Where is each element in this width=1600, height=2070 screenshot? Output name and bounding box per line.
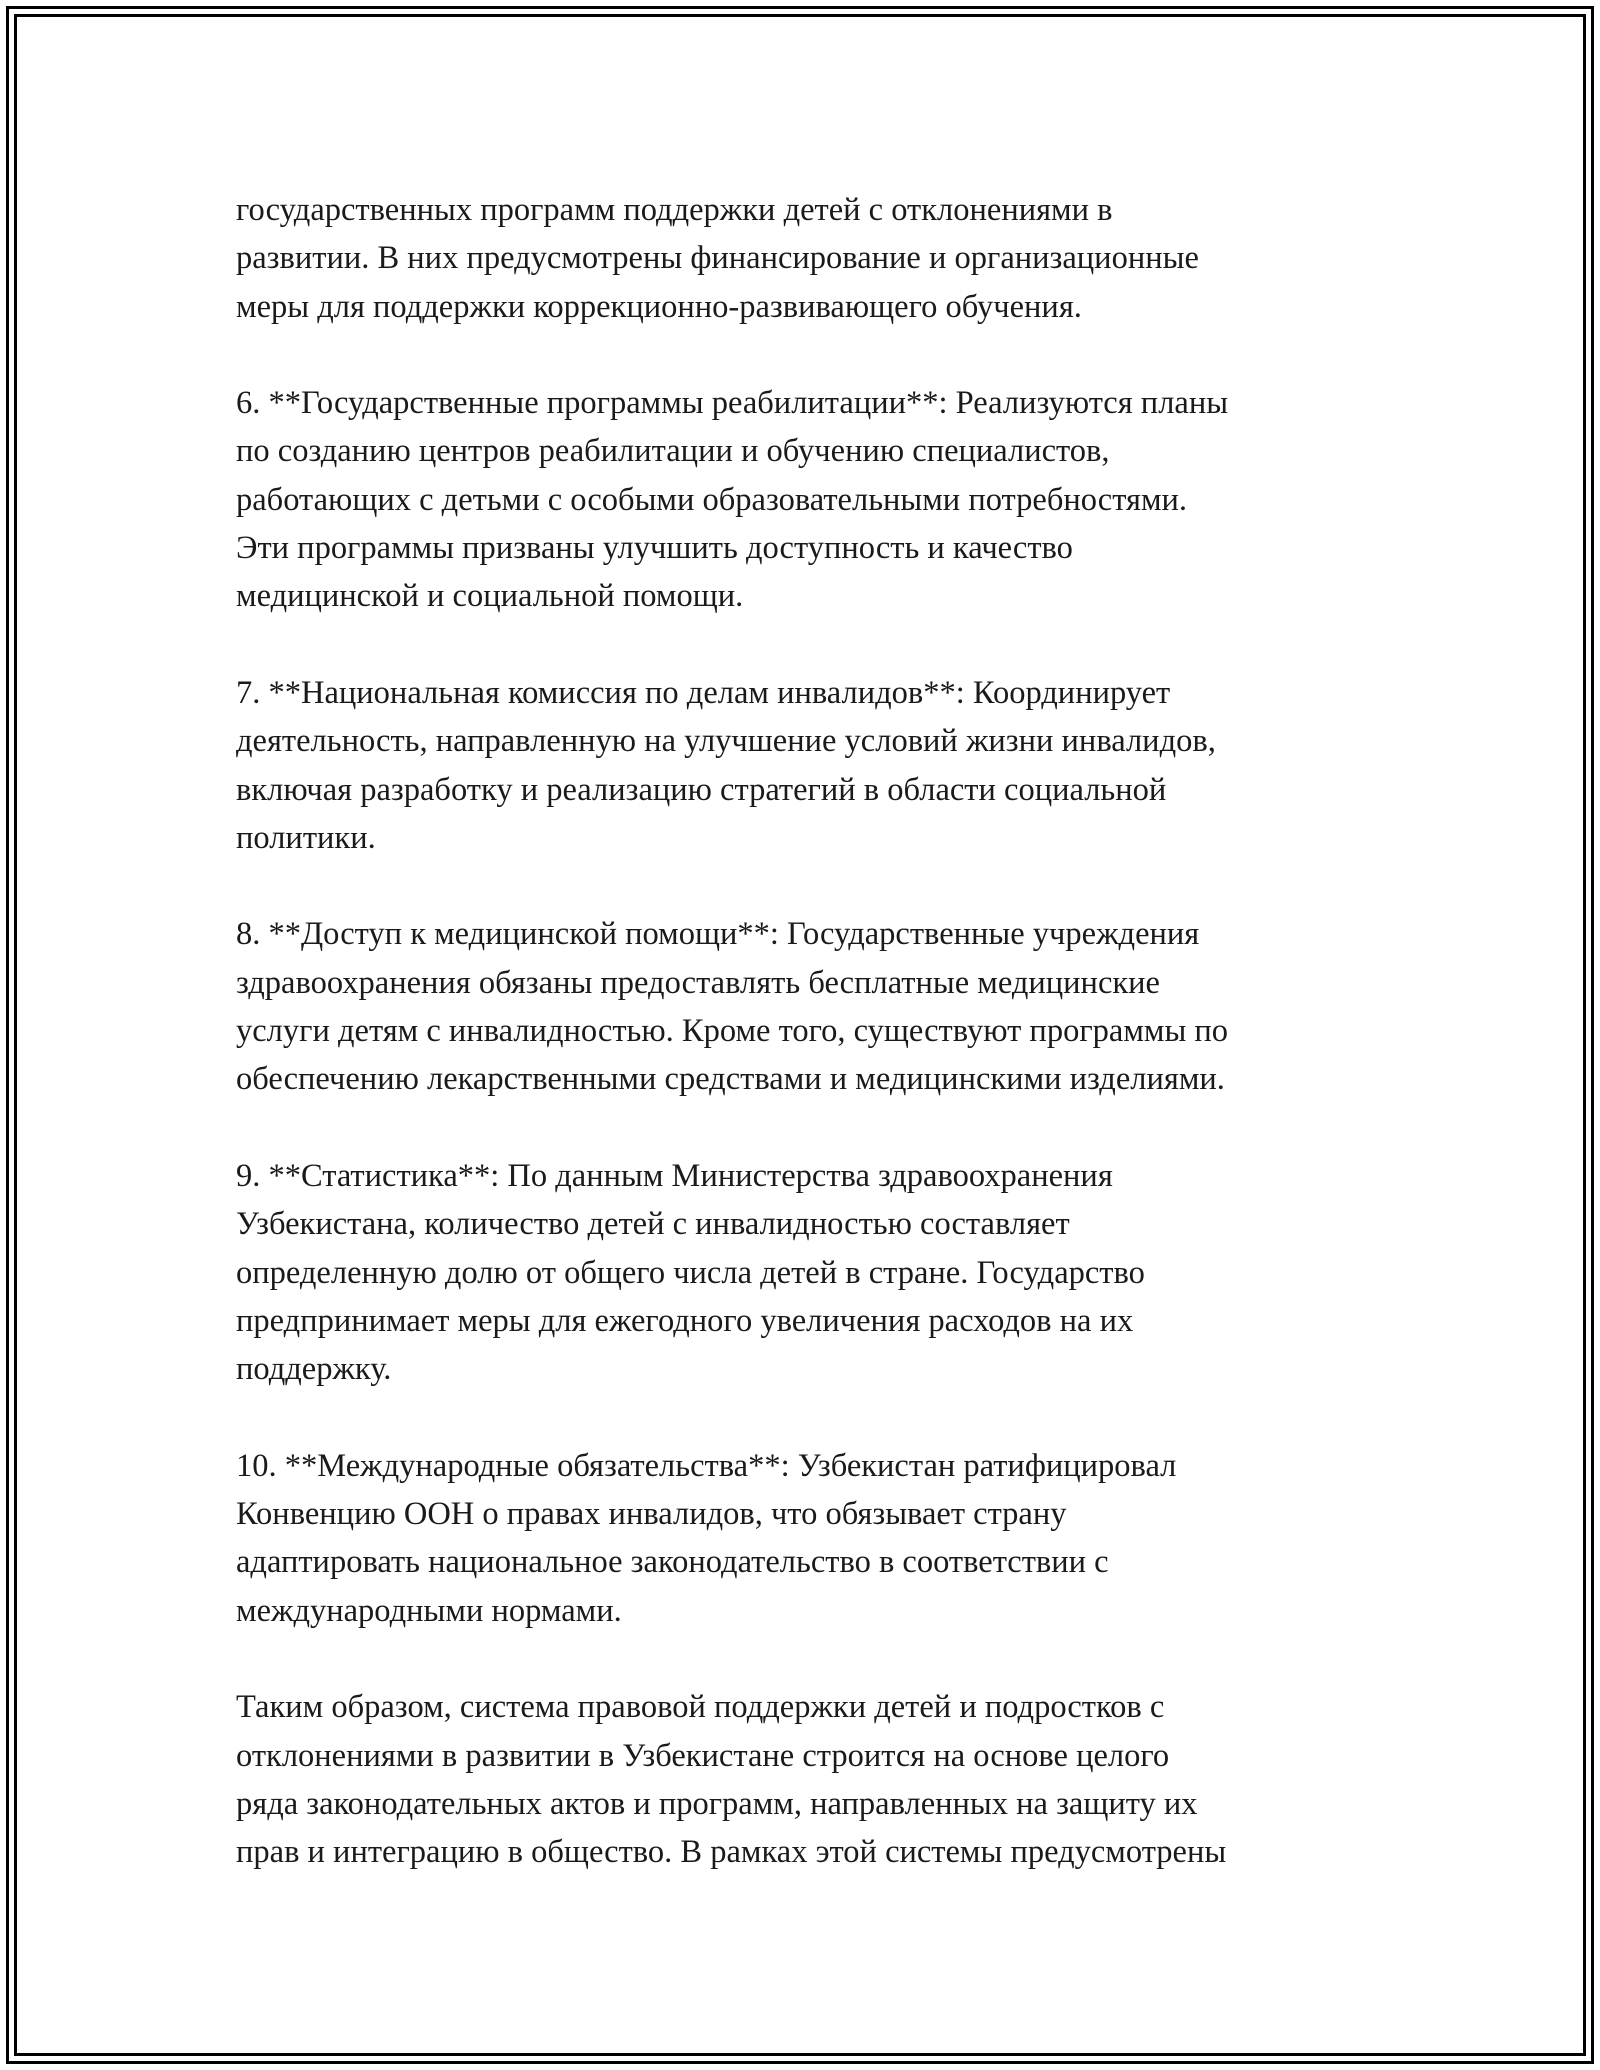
- paragraph-item-6: [236, 379, 1386, 620]
- text-line: предпринимает меры для ежегодного увеличения расходов на их: [236, 1302, 1134, 1339]
- paragraph-item-10: [236, 1442, 1386, 1635]
- text-line: прав и интеграцию в общество. В рамках этой системы предусмотрены: [236, 1834, 1227, 1871]
- text-line: 8. **Доступ к медицинской помощи**: Государственные учреждения: [236, 916, 1200, 953]
- text-line: международными нормами.: [236, 1592, 622, 1629]
- text-line: деятельность, направленную на улучшение условий жизни инвалидов,: [236, 723, 1216, 760]
- document-body: [236, 186, 1386, 1876]
- text-line: здравоохранения обязаны предоставлять бесплатные медицинские: [236, 964, 1160, 1001]
- text-line: медицинской и социальной помощи.: [236, 578, 744, 615]
- text-line: ряда законодательных актов и программ, направленных на защиту их: [236, 1785, 1198, 1822]
- paragraph-item-7: [236, 669, 1386, 862]
- text-line: Эти программы призваны улучшить доступность и качество: [236, 530, 1073, 567]
- text-line: политики.: [236, 819, 376, 856]
- text-line: 9. **Статистика**: По данным Министерства здравоохранения: [236, 1157, 1113, 1194]
- text-line: по созданию центров реабилитации и обучению специалистов,: [236, 433, 1110, 470]
- text-line: поддержку.: [236, 1351, 392, 1388]
- paragraph-item-9: [236, 1152, 1386, 1393]
- text-line: Узбекистана, количество детей с инвалидностью составляет: [236, 1206, 1070, 1243]
- text-line: адаптировать национальное законодательство в соответствии с: [236, 1544, 1109, 1581]
- text-line: 6. **Государственные программы реабилитации**: Реализуются планы: [236, 385, 1229, 422]
- text-line: 10. **Международные обязательства**: Узбекистан ратифицировал: [236, 1447, 1177, 1484]
- text-line: отклонениями в развитии в Узбекистане строится на основе целого: [236, 1737, 1170, 1774]
- text-line: государственных программ поддержки детей с отклонениями в: [236, 192, 1113, 228]
- text-line: обеспечению лекарственными средствами и медицинскими изделиями.: [236, 1061, 1225, 1098]
- paragraph-item-8: [236, 910, 1386, 1103]
- text-line: услуги детям с инвалидностью. Кроме того, существуют программы по: [236, 1013, 1229, 1050]
- text-line: включая разработку и реализацию стратегий в области социальной: [236, 771, 1167, 808]
- text-line: определенную долю от общего числа детей в стране. Государство: [236, 1254, 1145, 1291]
- text-line: работающих с детьми с особыми образовательными потребностями.: [236, 481, 1188, 518]
- text-line: развитии. В них предусмотрены финансирование и организационные: [236, 240, 1199, 277]
- text-line: 7. **Национальная комиссия по делам инвалидов**: Координирует: [236, 674, 1171, 711]
- text-line: Конвенцию ООН о правах инвалидов, что обязывает страну: [236, 1496, 1067, 1533]
- text-line: меры для поддержки коррекционно-развивающего обучения.: [236, 288, 1082, 325]
- paragraph-conclusion: [236, 1683, 1386, 1876]
- text-line: Таким образом, система правовой поддержки детей и подростков с: [236, 1689, 1165, 1726]
- paragraph-continuation: [236, 186, 1386, 331]
